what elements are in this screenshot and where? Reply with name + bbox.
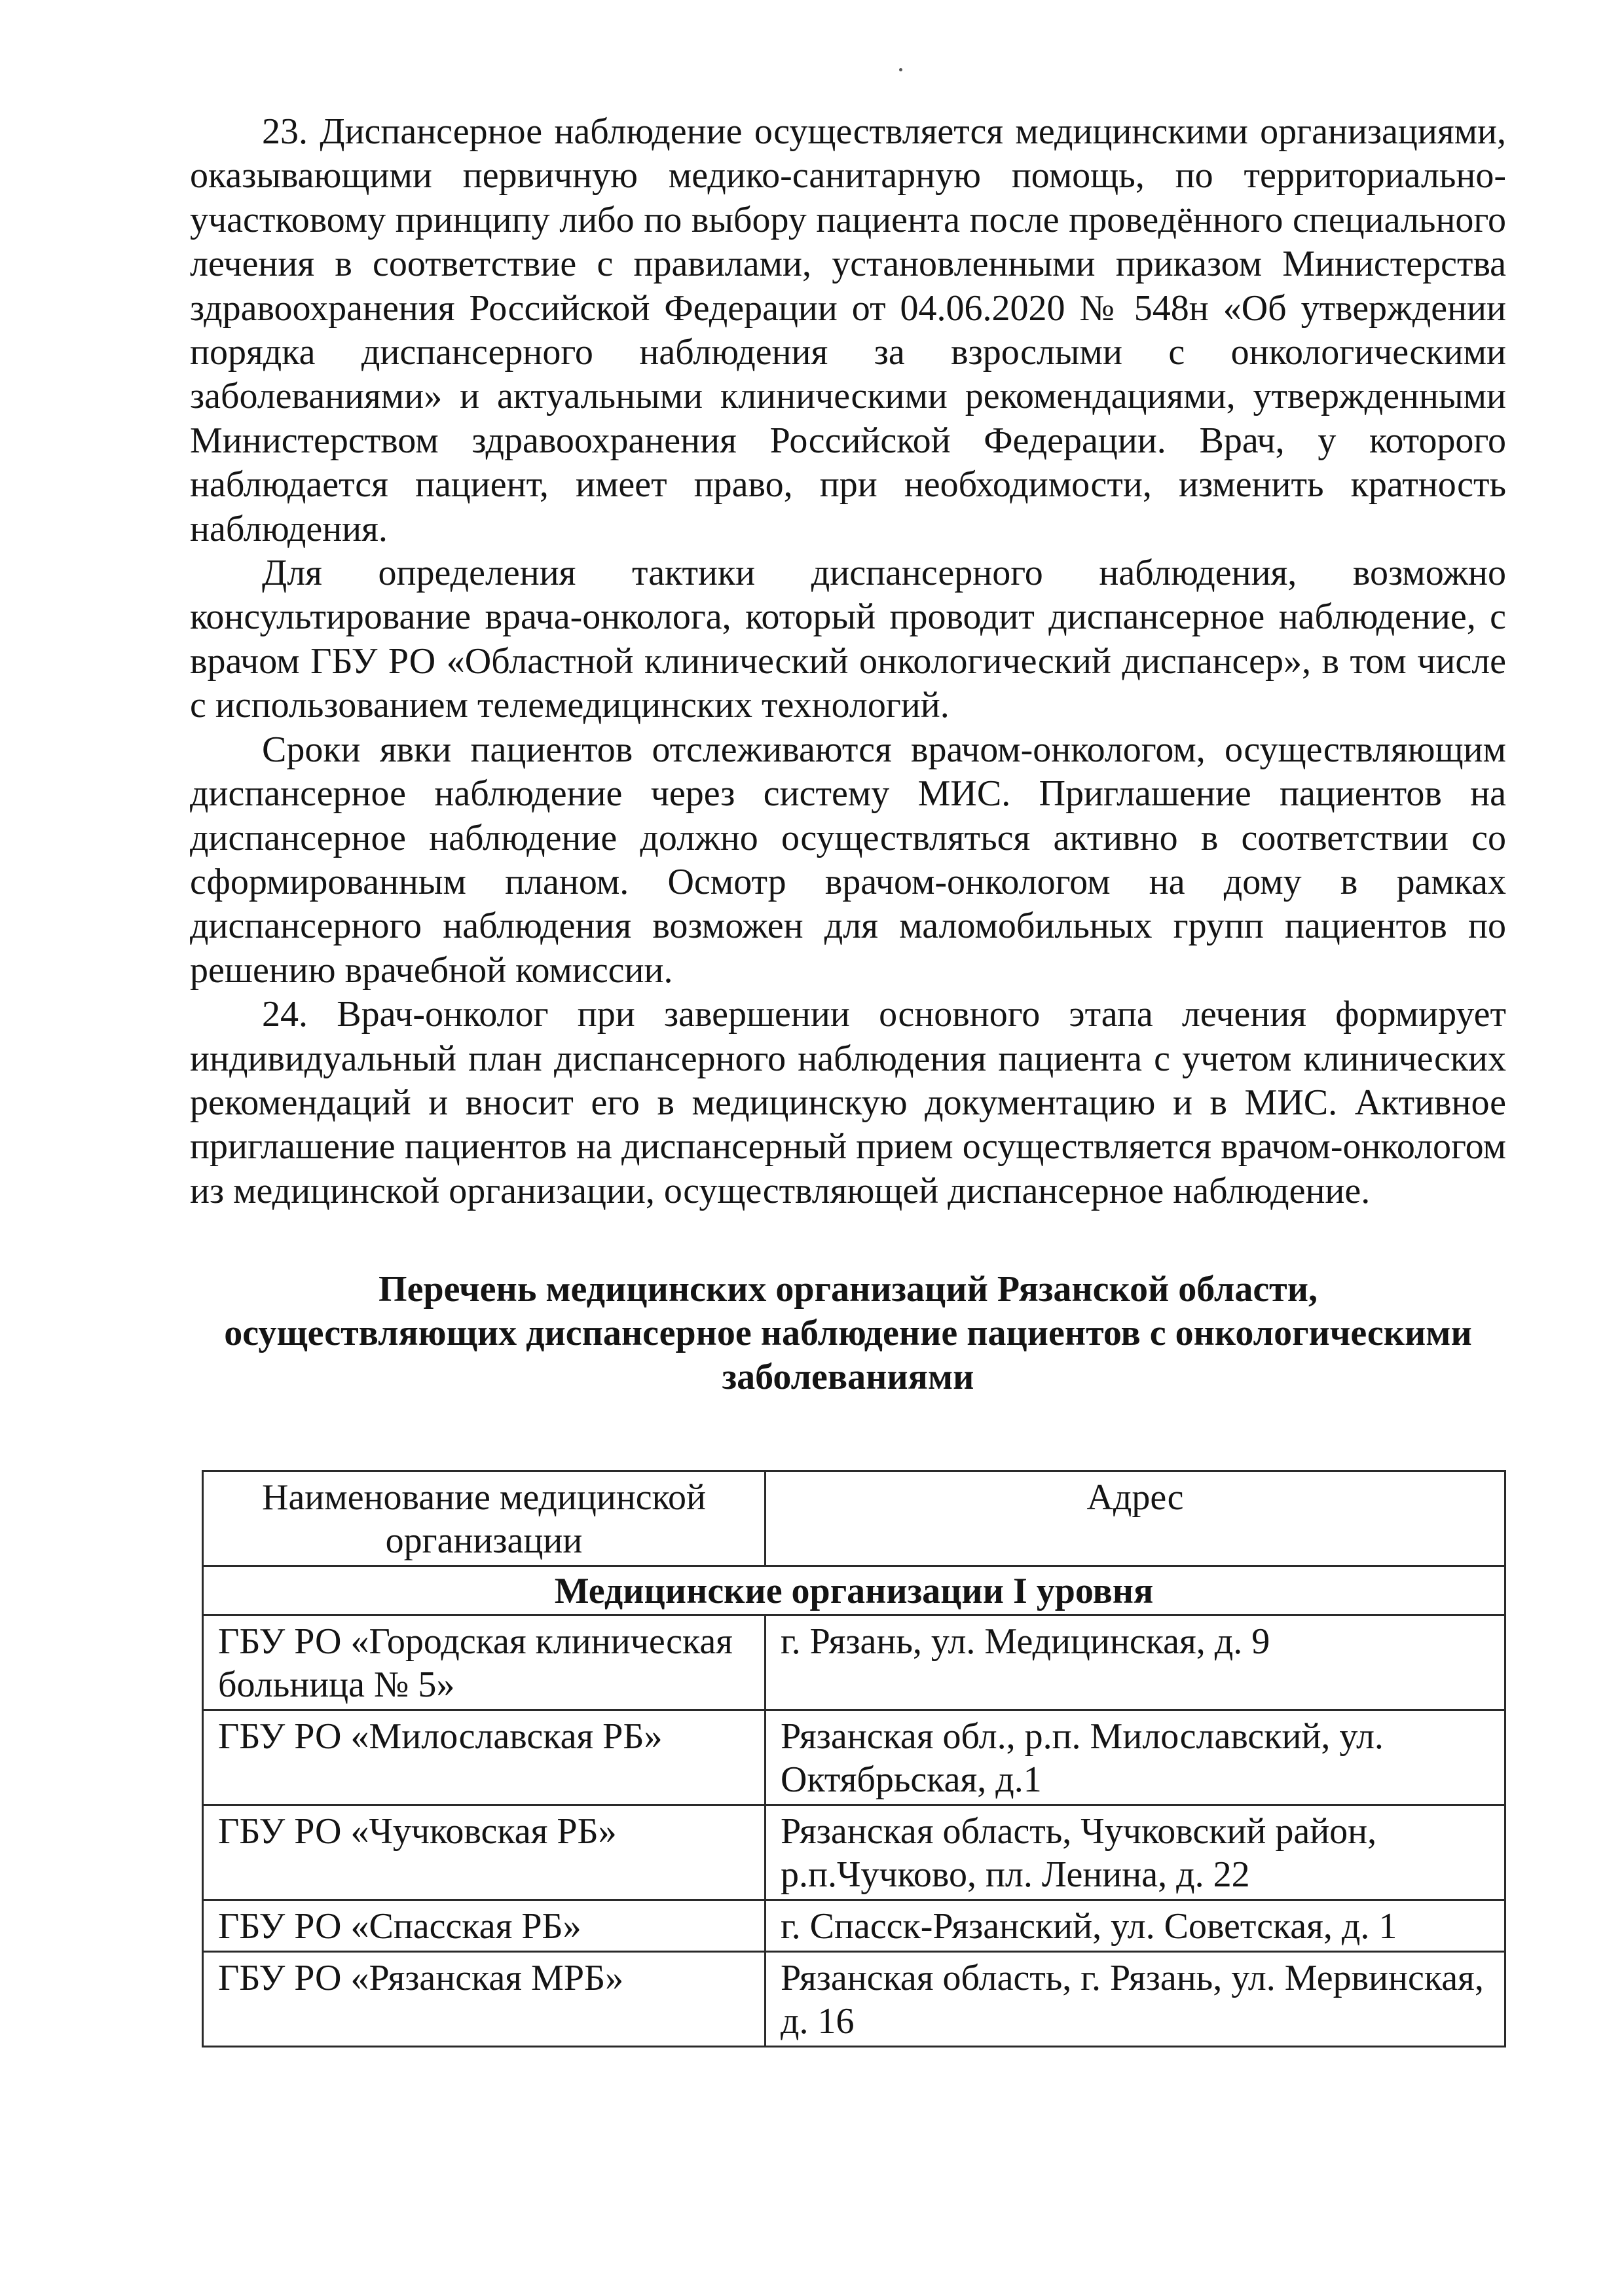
table-row: [203, 1952, 1505, 2047]
paragraph-appointments: Сроки явки пациентов отслеживаются врачом-онкологом, осуществляющим диспансерное наблюдение через систему МИС. Приглашение пациентов на диспансерное наблюдение должно осуществляться активно в соответствии со сформированным планом. Осмотр врачом-онкологом на дому в рамках диспансерного наблюдения возможен для маломобильных групп пациентов по решению врачебной комиссии.: [190, 729, 1506, 991]
paragraph-consultation: Для определения тактики диспансерного наблюдения, возможно консультирование врача-онколога, который проводит диспансерное наблюдение, с врачом ГБУ РО «Областной клинический онкологический диспансер», в том числе с использованием телемедицинских технологий.: [190, 553, 1506, 726]
table-section-row: [203, 1566, 1505, 1615]
table-row: [203, 1615, 1505, 1710]
organization-address: Рязанская обл., р.п. Милославский, ул. Октябрьская, д.1: [766, 1710, 1505, 1805]
document-body: [190, 110, 1506, 1399]
organization-address: г. Рязань, ул. Медицинская, д. 9: [766, 1615, 1505, 1710]
table-row: [203, 1900, 1505, 1952]
organization-name: ГБУ РО «Милославская РБ»: [203, 1710, 766, 1805]
list-heading-line-1: Перечень медицинских организаций Рязанской области,: [378, 1269, 1318, 1310]
organization-name: ГБУ РО «Городская клиническая больница № 5»: [203, 1615, 766, 1710]
organization-address: г. Спасск-Рязанский, ул. Советская, д. 1: [766, 1900, 1505, 1952]
organization-name: ГБУ РО «Спасская РБ»: [203, 1900, 766, 1952]
table-row: [203, 1710, 1505, 1805]
list-heading: [190, 1268, 1506, 1399]
table-row: [203, 1805, 1505, 1900]
section-title: Медицинские организации I уровня: [203, 1566, 1505, 1615]
list-heading-line-2: осуществляющих диспансерное наблюдение пациентов с онкологическими: [224, 1313, 1472, 1354]
organizations-table: [202, 1470, 1506, 2047]
paragraph-23: 23. Диспансерное наблюдение осуществляется медицинскими организациями, оказывающими первичную медико-санитарную помощь, по территориально-участковому принципу либо по выбору пациента после проведённого специального лечения в соответствие с правилами, установленными приказом Министерства здравоохранения Российской Федерации от 04.06.2020 № 548н «Об утверждении порядка диспансерного наблюдения за взрослыми с онкологическими заболеваниями» и актуальными клиническими рекомендациями, утвержденными Министерством здравоохранения Российской Федерации. Врач, у которого наблюдается пациент, имеет право, при необходимости, изменить кратность наблюдения.: [190, 111, 1506, 549]
organization-address: Рязанская область, Чучковский район, р.п.Чучково, пл. Ленина, д. 22: [766, 1805, 1505, 1900]
organization-address: Рязанская область, г. Рязань, ул. Мервинская, д. 16: [766, 1952, 1505, 2047]
paragraph-24: 24. Врач-онколог при завершении основного этапа лечения формирует индивидуальный план диспансерного наблюдения пациента с учетом клинических рекомендаций и вносит его в медицинскую документацию и в МИС. Активное приглашение пациентов на диспансерный прием осуществляется врачом-онкологом из медицинской организации, осуществляющей диспансерное наблюдение.: [190, 994, 1506, 1211]
column-header-address: Адрес: [766, 1471, 1505, 1566]
scan-speck: [899, 68, 902, 71]
organization-name: ГБУ РО «Рязанская МРБ»: [203, 1952, 766, 2047]
organization-name: ГБУ РО «Чучковская РБ»: [203, 1805, 766, 1900]
table-header-row: [203, 1471, 1505, 1566]
column-header-name: Наименование медицинской организации: [203, 1471, 766, 1566]
list-heading-line-3: заболеваниями: [722, 1357, 974, 1398]
